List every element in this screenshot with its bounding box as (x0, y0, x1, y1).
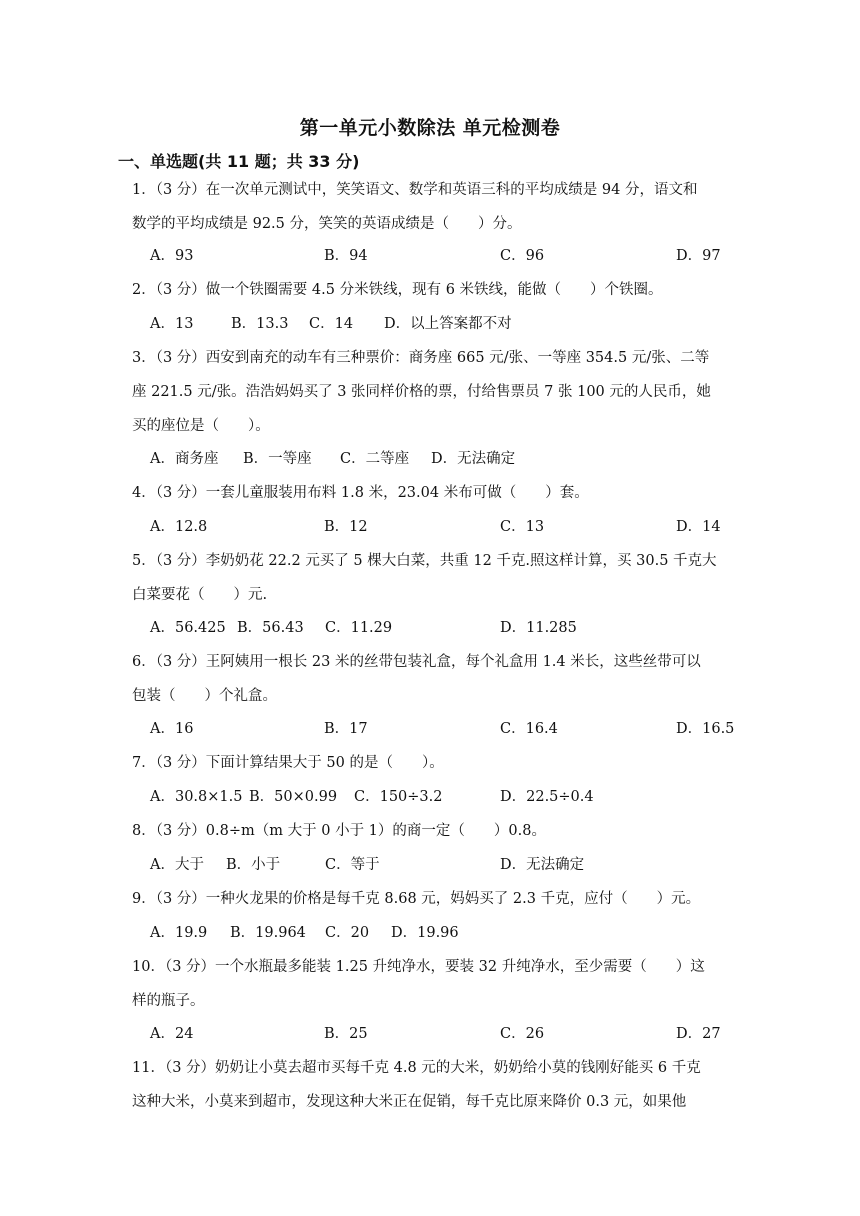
question-5 (132, 544, 734, 612)
question-line: 包装（ ）个礼盒。 (132, 688, 277, 704)
option-b[interactable]: B．12 (324, 519, 368, 535)
question-line: 数学的平均成绩是 92.5 分，笑笑的英语成绩是（ ）分。 (132, 216, 522, 232)
section-heading: 一、单选题(共 11 题；共 33 分) (118, 152, 360, 171)
question-line: 3．（3 分）西安到南充的动车有三种票价：商务座 665 元/张、一等座 354.5 元/张、二等 (132, 350, 710, 366)
option-d[interactable]: D．27 (676, 1026, 721, 1042)
question-line: 9．（3 分）一种火龙果的价格是每千克 8.68 元，妈妈买了 2.3 千克，应付（ ）元。 (132, 891, 701, 907)
option-a[interactable]: A．商务座 (150, 451, 219, 467)
question-4 (132, 476, 734, 510)
option-d[interactable]: D．11.285 (500, 620, 577, 636)
option-b[interactable]: B．13.3 (231, 316, 289, 332)
option-c[interactable]: C．26 (500, 1026, 545, 1042)
option-b[interactable]: B．25 (324, 1026, 368, 1042)
option-b[interactable]: B．17 (324, 721, 368, 737)
question-1 (132, 173, 734, 241)
question-8 (132, 814, 734, 848)
question-line: 买的座位是（ ）。 (132, 418, 270, 434)
question-line: 白菜要花（ ）元. (132, 587, 268, 603)
option-d[interactable]: D．19.96 (391, 925, 459, 941)
option-d[interactable]: D．无法确定 (500, 857, 585, 873)
option-b[interactable]: B．56.43 (237, 620, 304, 636)
question-line: 这种大米，小莫来到超市，发现这种大米正在促销，每千克比原来降价 0.3 元，如果他 (132, 1094, 687, 1110)
options-9 (150, 916, 740, 950)
page-title: 第一单元小数除法 单元检测卷 (299, 117, 561, 139)
options-8 (150, 848, 740, 882)
question-line: 6．（3 分）王阿姨用一根长 23 米的丝带包装礼盒，每个礼盒用 1.4 米长，这些丝带可以 (132, 654, 701, 670)
option-a[interactable]: A．19.9 (150, 925, 208, 941)
options-10 (150, 1017, 740, 1051)
option-a[interactable]: A．24 (150, 1026, 194, 1042)
question-line: 8．（3 分）0.8÷m（m 大于 0 小于 1）的商一定（ ）0.8。 (132, 823, 546, 839)
option-d[interactable]: D．14 (676, 519, 721, 535)
option-c[interactable]: C．20 (325, 925, 370, 941)
option-b[interactable]: B．小于 (226, 857, 281, 873)
question-line: 2．（3 分）做一个铁圈需要 4.5 分米铁线，现有 6 米铁线，能做（ ）个铁圈。 (132, 282, 663, 298)
options-6 (150, 712, 740, 746)
question-3 (132, 341, 734, 443)
option-a[interactable]: A．大于 (150, 857, 204, 873)
question-line: 5．（3 分）李奶奶花 22.2 元买了 5 棵大白菜，共重 12 千克.照这样计算，买 30.5 千克大 (132, 553, 717, 569)
question-line: 座 221.5 元/张。浩浩妈妈买了 3 张同样价格的票，付给售票员 7 张 100 元的人民币，她 (132, 384, 711, 400)
question-line: 7．（3 分）下面计算结果大于 50 的是（ ）。 (132, 755, 444, 771)
option-a[interactable]: A．12.8 (150, 519, 208, 535)
option-a[interactable]: A．56.425 (150, 620, 226, 636)
question-9 (132, 882, 734, 916)
option-a[interactable]: A．30.8×1.5 (150, 789, 243, 805)
option-b[interactable]: B．50×0.99 (249, 789, 338, 805)
question-6 (132, 645, 734, 713)
question-11 (132, 1051, 734, 1119)
options-7 (150, 780, 740, 814)
option-c[interactable]: C．16.4 (500, 721, 558, 737)
option-b[interactable]: B．一等座 (243, 451, 312, 467)
option-b[interactable]: B．19.964 (230, 925, 306, 941)
option-c[interactable]: C．等于 (325, 857, 380, 873)
option-a[interactable]: A．16 (150, 721, 194, 737)
option-c[interactable]: C．150÷3.2 (354, 789, 443, 805)
question-7 (132, 746, 734, 780)
question-10 (132, 950, 734, 1018)
options-1 (150, 239, 740, 273)
option-c[interactable]: C．14 (309, 316, 354, 332)
option-d[interactable]: D．22.5÷0.4 (500, 789, 594, 805)
option-d[interactable]: D．以上答案都不对 (384, 316, 512, 332)
options-4 (150, 510, 740, 544)
option-c[interactable]: C．13 (500, 519, 545, 535)
options-3 (150, 442, 740, 476)
option-a[interactable]: A．93 (150, 248, 194, 264)
option-a[interactable]: A．13 (150, 316, 194, 332)
question-line: 4．（3 分）一套儿童服装用布料 1.8 米，23.04 米布可做（ ）套。 (132, 485, 589, 501)
question-line: 样的瓶子。 (132, 993, 205, 1009)
options-2 (150, 307, 740, 341)
question-2 (132, 273, 734, 307)
option-d[interactable]: D．无法确定 (431, 451, 516, 467)
question-line: 11．（3 分）奶奶让小莫去超市买每千克 4.8 元的大米，奶奶给小莫的钱刚好能买 6 千克 (132, 1060, 701, 1076)
option-c[interactable]: C．96 (500, 248, 545, 264)
option-b[interactable]: B．94 (324, 248, 368, 264)
option-d[interactable]: D．16.5 (676, 721, 735, 737)
option-d[interactable]: D．97 (676, 248, 721, 264)
option-c[interactable]: C．11.29 (325, 620, 393, 636)
options-5 (150, 611, 740, 645)
question-line: 10．（3 分）一个水瓶最多能装 1.25 升纯净水，要装 32 升纯净水，至少需要（ ）这 (132, 959, 705, 975)
question-line: 1．（3 分）在一次单元测试中，笑笑语文、数学和英语三科的平均成绩是 94 分，语文和 (132, 182, 698, 198)
option-c[interactable]: C．二等座 (340, 451, 410, 467)
